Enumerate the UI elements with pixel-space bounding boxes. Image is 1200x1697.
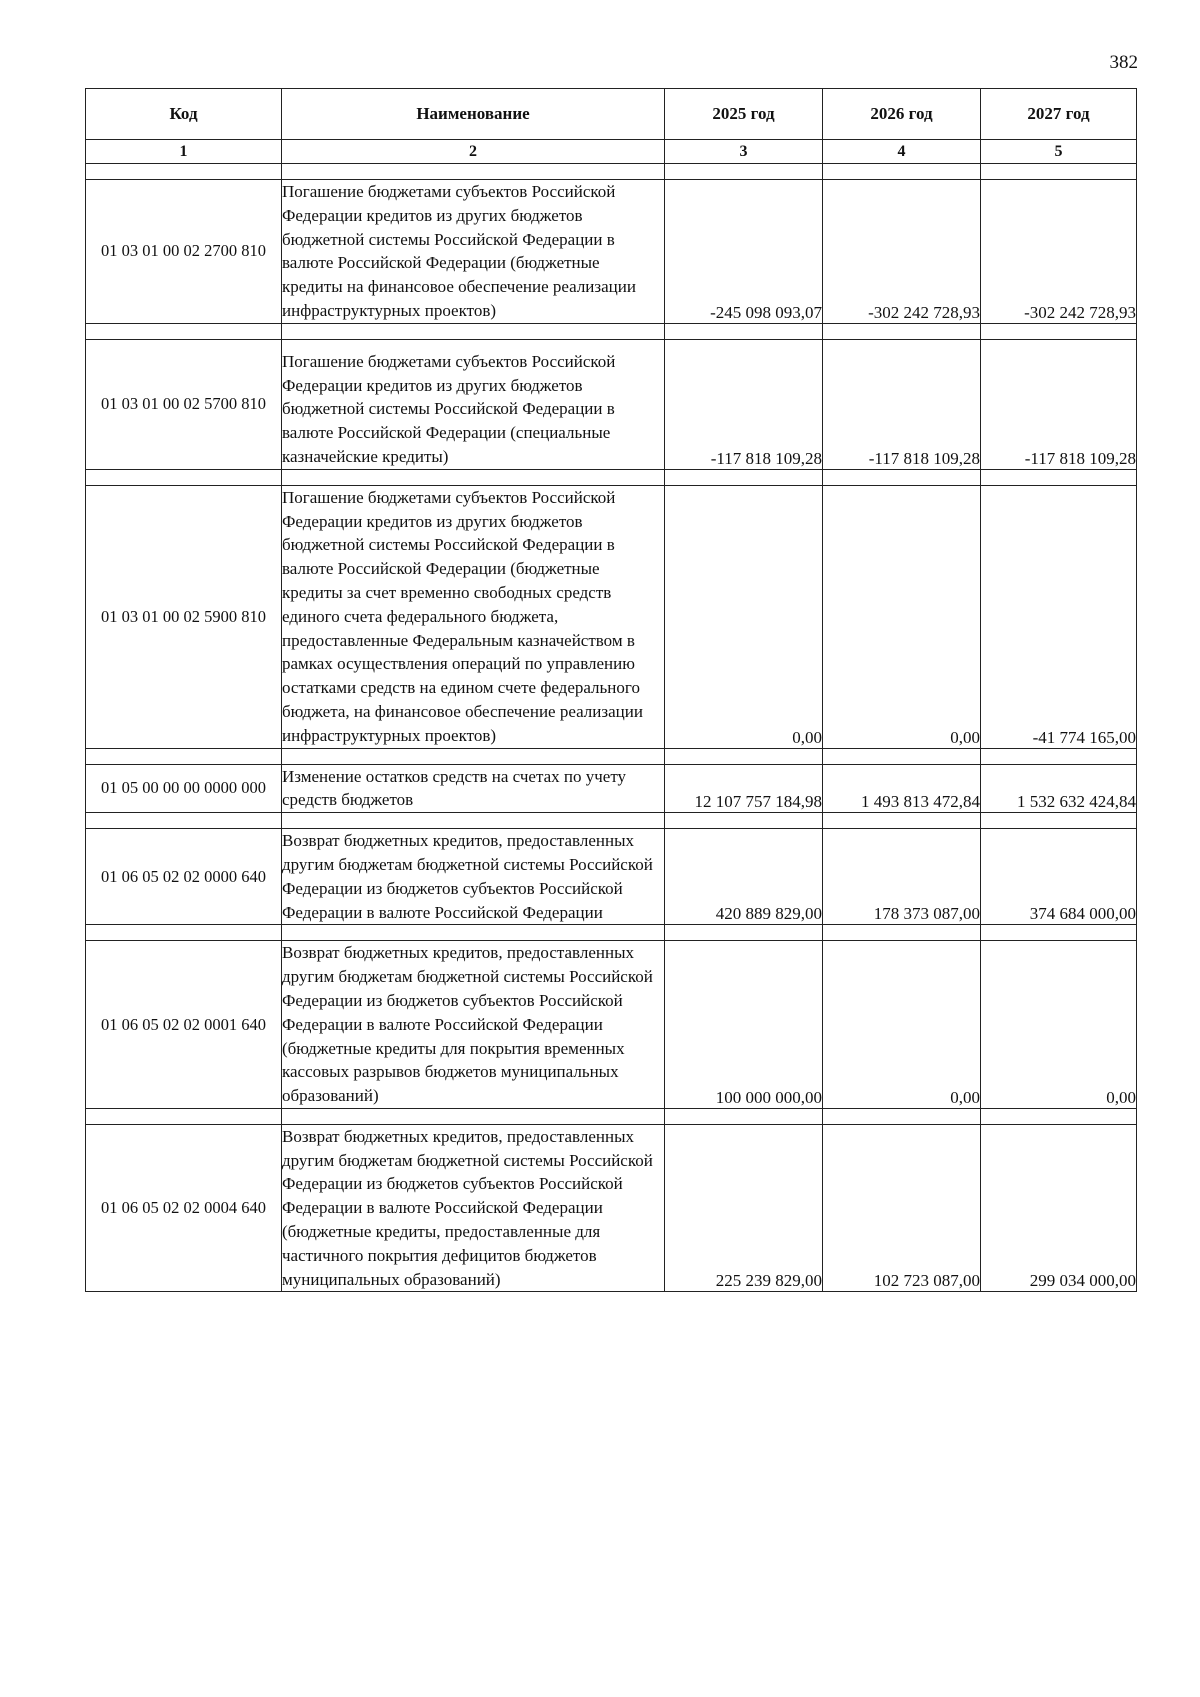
column-number: 5 [981,140,1137,164]
page-number: 382 [1109,52,1138,73]
table-row [86,339,1137,469]
row-code: 01 03 01 00 02 2700 810 [86,180,282,324]
header-year-2026: 2026 год [823,89,981,140]
row-value-2026: 102 723 087,00 [823,1124,981,1292]
row-name: Возврат бюджетных кредитов, предоставленных другим бюджетам бюджетной системы Российской Федерации из бюджетов субъектов Российской Федерации в валюте Российской Федерации [282,829,665,925]
row-code: 01 03 01 00 02 5900 810 [86,485,282,748]
row-code: 01 03 01 00 02 5700 810 [86,339,282,469]
row-value-2026: 0,00 [823,485,981,748]
row-value-2027: 1 532 632 424,84 [981,764,1137,813]
row-code: 01 06 05 02 02 0004 640 [86,1124,282,1292]
row-value-2025: 225 239 829,00 [665,1124,823,1292]
row-name: Погашение бюджетами субъектов Российской Федерации кредитов из других бюджетов бюджетной системы Российской Федерации в валюте Российской Федерации (бюджетные кредиты на финансовое обеспечение реализации инфраструктурных проектов) [282,180,665,324]
row-code: 01 05 00 00 00 0000 000 [86,764,282,813]
row-value-2025: 0,00 [665,485,823,748]
row-name: Изменение остатков средств на счетах по учету средств бюджетов [282,764,665,813]
header-year-2027: 2027 год [981,89,1137,140]
row-value-2026: 178 373 087,00 [823,829,981,925]
row-value-2026: 0,00 [823,941,981,1109]
table-row [86,485,1137,748]
row-name: Погашение бюджетами субъектов Российской Федерации кредитов из других бюджетов бюджетной системы Российской Федерации в валюте Российской Федерации (специальные казначейские кредиты) [282,339,665,469]
table-row [86,180,1137,324]
row-value-2027: 374 684 000,00 [981,829,1137,925]
spacer-row [86,813,1137,829]
row-value-2027: -41 774 165,00 [981,485,1137,748]
row-value-2025: 420 889 829,00 [665,829,823,925]
column-number: 3 [665,140,823,164]
row-name: Погашение бюджетами субъектов Российской Федерации кредитов из других бюджетов бюджетной системы Российской Федерации в валюте Российской Федерации (бюджетные кредиты за счет временно свободных средств единого счета федерального бюджета, предоставленные Федеральным казначейством в рамках осуществления операций по управлению остатками средств на едином счете федерального бюджета, на финансовое обеспечение реализации инфраструктурных проектов) [282,485,665,748]
table-row [86,1124,1137,1292]
spacer-row [86,748,1137,764]
spacer-row [86,164,1137,180]
column-number: 4 [823,140,981,164]
spacer-row [86,925,1137,941]
row-name: Возврат бюджетных кредитов, предоставленных другим бюджетам бюджетной системы Российской Федерации из бюджетов субъектов Российской Федерации в валюте Российской Федерации (бюджетные кредиты, предоставленные для частичного покрытия дефицитов бюджетов муниципальных образований) [282,1124,665,1292]
header-name: Наименование [282,89,665,140]
column-number: 2 [282,140,665,164]
table-row [86,829,1137,925]
row-value-2027: -302 242 728,93 [981,180,1137,324]
column-number: 1 [86,140,282,164]
row-value-2026: -117 818 109,28 [823,339,981,469]
row-value-2027: 0,00 [981,941,1137,1109]
row-code: 01 06 05 02 02 0000 640 [86,829,282,925]
row-value-2026: -302 242 728,93 [823,180,981,324]
table-row [86,764,1137,813]
row-value-2027: 299 034 000,00 [981,1124,1137,1292]
row-value-2027: -117 818 109,28 [981,339,1137,469]
row-value-2025: 100 000 000,00 [665,941,823,1109]
row-value-2025: -117 818 109,28 [665,339,823,469]
row-value-2026: 1 493 813 472,84 [823,764,981,813]
row-code: 01 06 05 02 02 0001 640 [86,941,282,1109]
spacer-row [86,323,1137,339]
table-header-row [86,89,1137,140]
row-name: Возврат бюджетных кредитов, предоставленных другим бюджетам бюджетной системы Российской Федерации из бюджетов субъектов Российской Федерации в валюте Российской Федерации (бюджетные кредиты для покрытия временных кассовых разрывов бюджетов муниципальных образований) [282,941,665,1109]
header-code: Код [86,89,282,140]
spacer-row [86,469,1137,485]
budget-sources-table [85,88,1137,1292]
row-value-2025: -245 098 093,07 [665,180,823,324]
spacer-row [86,1108,1137,1124]
column-number-row [86,140,1137,164]
row-value-2025: 12 107 757 184,98 [665,764,823,813]
table-row [86,941,1137,1109]
header-year-2025: 2025 год [665,89,823,140]
